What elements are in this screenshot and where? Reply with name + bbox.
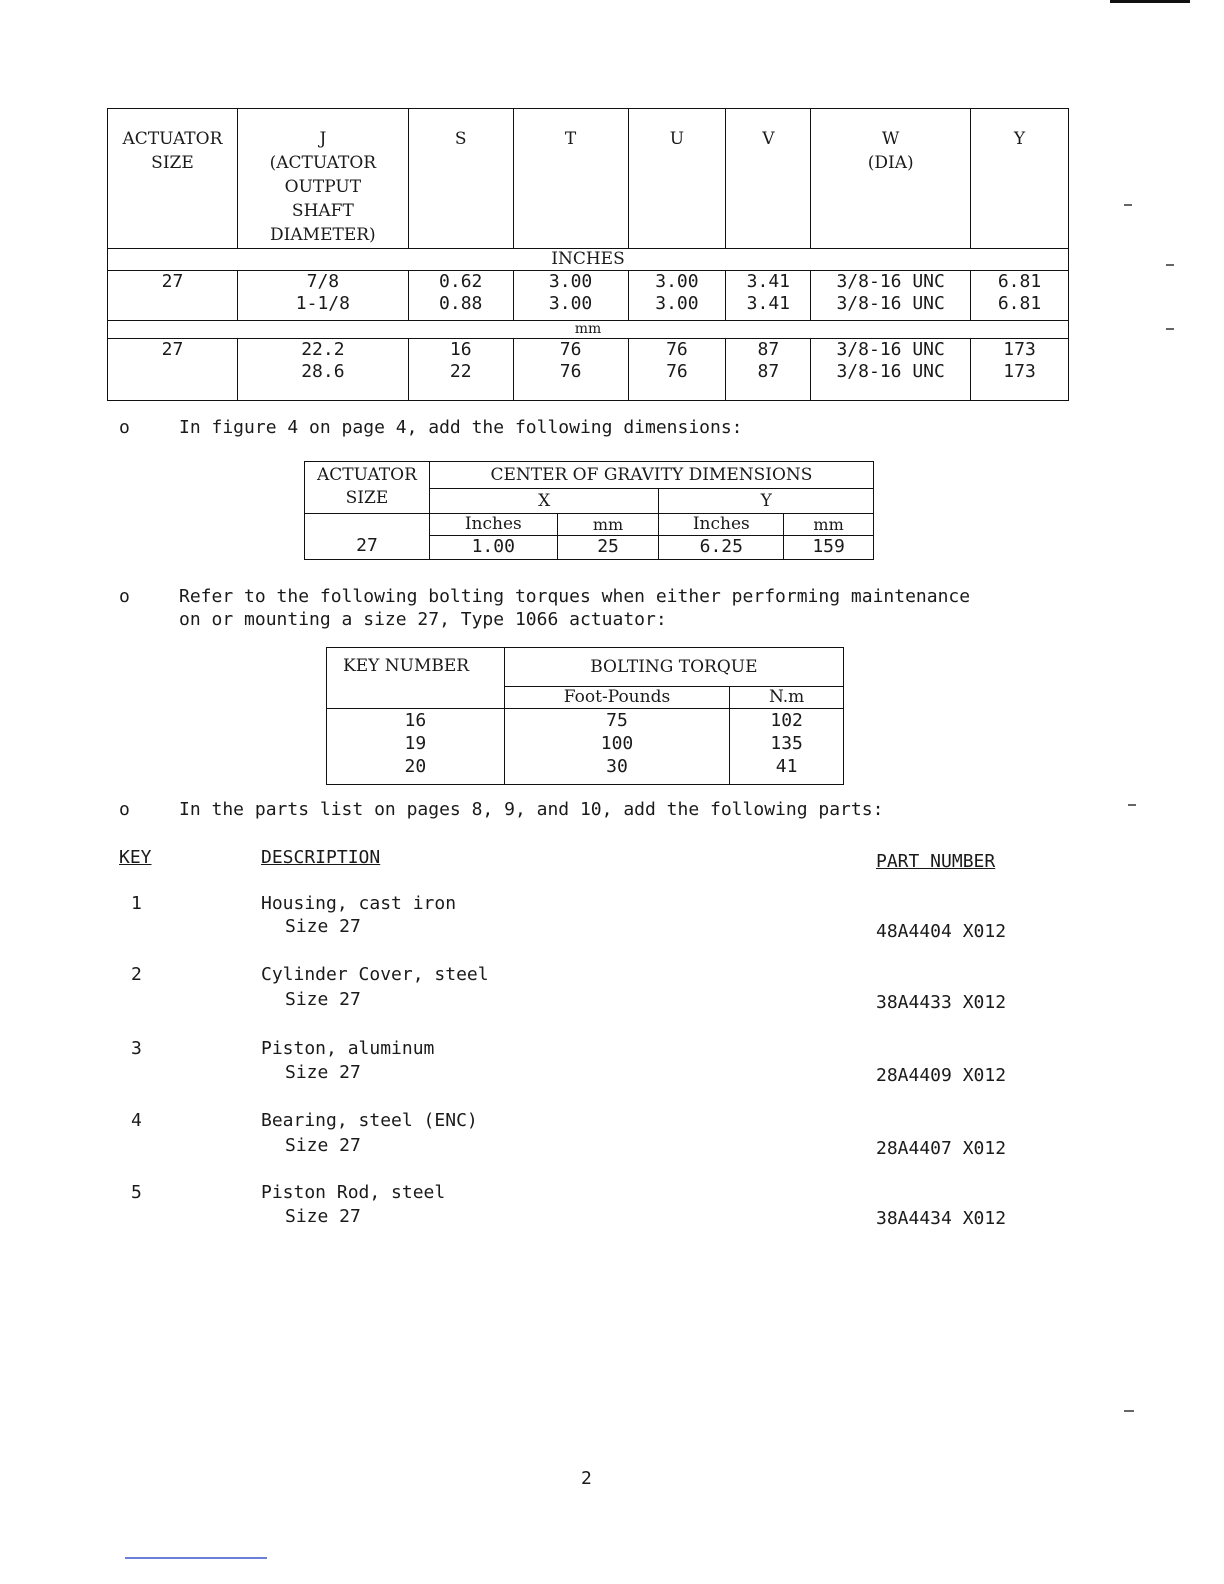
note1-text: In figure 4 on page 4, add the following dimensions:	[179, 417, 743, 438]
note2-bullet: o	[119, 586, 130, 607]
note2-line2: on or mounting a size 27, Type 1066 actuator:	[179, 609, 667, 630]
cog-unit-y-mm: mm	[784, 514, 874, 536]
cog-x-label: X	[429, 489, 659, 514]
torque-key-header: KEY NUMBER	[327, 648, 505, 709]
header-actuator-size: ACTUATOR SIZE	[108, 109, 238, 249]
torque-ft-16: 75	[606, 710, 628, 731]
cog-unit-y-inches: Inches	[659, 514, 784, 536]
note2-line1: Refer to the following bolting torques when either performing maintenance	[179, 586, 971, 607]
bolting-torque-table	[326, 647, 844, 785]
footer-link-rule	[125, 1557, 267, 1559]
note1-bullet: o	[119, 417, 130, 438]
header-v: V	[726, 109, 811, 249]
torque-ft-values	[504, 709, 729, 785]
cog-x-mm: 25	[557, 536, 659, 560]
part-key: 1	[131, 893, 142, 914]
part-size: Size 27	[285, 916, 361, 937]
part-size: Size 27	[285, 1062, 361, 1083]
inches-size: 27	[108, 271, 238, 321]
margin-mark	[1124, 204, 1132, 206]
cog-y-mm: 159	[784, 536, 874, 560]
header-t: T	[513, 109, 628, 249]
part-key: 2	[131, 964, 142, 985]
mm-u: 76 76	[628, 339, 726, 401]
parts-part-number-header: PART NUMBER	[876, 851, 996, 872]
mm-v: 87 87	[726, 339, 811, 401]
inches-label: INCHES	[108, 249, 1069, 271]
part-key: 3	[131, 1038, 142, 1059]
torque-nm-20: 41	[775, 756, 798, 777]
cog-title: CENTER OF GRAVITY DIMENSIONS	[429, 462, 873, 489]
torque-ft-20: 30	[606, 756, 628, 777]
center-of-gravity-table	[304, 461, 874, 560]
part-number: 28A4407 X012	[876, 1138, 1007, 1159]
part-number: 38A4434 X012	[876, 1208, 1007, 1229]
part-description: Piston Rod, steel	[261, 1182, 446, 1203]
part-description: Cylinder Cover, steel	[261, 964, 489, 985]
mm-label-row	[108, 321, 1069, 339]
mm-data-row	[108, 339, 1069, 401]
part-description: Piston, aluminum	[261, 1038, 435, 1059]
mm-size: 27	[108, 339, 238, 401]
cog-unit-x-inches: Inches	[429, 514, 557, 536]
part-size: Size 27	[285, 989, 361, 1010]
margin-mark	[1128, 804, 1136, 806]
inches-data-row	[108, 271, 1069, 321]
cog-x-inches: 1.00	[429, 536, 557, 560]
inches-label-row	[108, 249, 1069, 271]
note3-text: In the parts list on pages 8, 9, and 10, add the following parts:	[179, 799, 884, 820]
part-number: 28A4409 X012	[876, 1065, 1007, 1086]
cog-size-value: 27	[305, 514, 430, 560]
part-number: 48A4404 X012	[876, 921, 1007, 942]
mm-y: 173 173	[971, 339, 1069, 401]
parts-key-header: KEY	[119, 847, 152, 868]
cog-y-label: Y	[659, 489, 874, 514]
header-y: Y	[971, 109, 1069, 249]
part-size: Size 27	[285, 1135, 361, 1156]
header-u: U	[628, 109, 726, 249]
dimensions-table	[107, 108, 1069, 401]
part-key: 5	[131, 1182, 142, 1203]
header-s: S	[408, 109, 513, 249]
inches-y: 6.81 6.81	[971, 271, 1069, 321]
header-j: J (ACTUATOR OUTPUT SHAFT DIAMETER)	[237, 109, 408, 249]
torque-key-20: 20	[404, 756, 427, 777]
mm-s: 16 22	[408, 339, 513, 401]
inches-v: 3.41 3.41	[726, 271, 811, 321]
margin-mark	[1124, 1410, 1134, 1412]
header-w: W (DIA)	[811, 109, 971, 249]
part-key: 4	[131, 1110, 142, 1131]
part-description: Housing, cast iron	[261, 893, 457, 914]
torque-nm-values	[730, 709, 844, 785]
torque-unit-nm: N.m	[730, 687, 844, 709]
torque-ft-19: 100	[600, 733, 634, 754]
parts-description-header: DESCRIPTION	[261, 847, 381, 868]
torque-nm-16: 102	[770, 710, 803, 731]
inches-w: 3/8-16 UNC 3/8-16 UNC	[811, 271, 971, 321]
mm-j: 22.2 28.6	[237, 339, 408, 401]
torque-title: BOLTING TORQUE	[504, 648, 843, 687]
part-number: 38A4433 X012	[876, 992, 1007, 1013]
part-size: Size 27	[285, 1206, 361, 1227]
page-number: 2	[581, 1468, 592, 1489]
margin-mark	[1166, 328, 1174, 330]
cog-unit-x-mm: mm	[557, 514, 659, 536]
margin-mark	[1166, 264, 1174, 266]
torque-key-16: 16	[404, 710, 427, 731]
note3-bullet: o	[119, 799, 130, 820]
inches-u: 3.00 3.00	[628, 271, 726, 321]
mm-label: mm	[108, 321, 1069, 339]
top-edge-rule	[1110, 0, 1190, 3]
torque-key-19: 19	[404, 733, 427, 754]
torque-unit-ft-lb: Foot-Pounds	[504, 687, 729, 709]
mm-t: 76 76	[513, 339, 628, 401]
inches-j: 7/8 1-1/8	[237, 271, 408, 321]
part-description: Bearing, steel (ENC)	[261, 1110, 478, 1131]
torque-keys	[327, 709, 505, 785]
cog-y-inches: 6.25	[659, 536, 784, 560]
mm-w: 3/8-16 UNC 3/8-16 UNC	[811, 339, 971, 401]
cog-size-header: ACTUATOR SIZE	[305, 462, 430, 514]
dim-header-row	[108, 109, 1069, 249]
inches-s: 0.62 0.88	[408, 271, 513, 321]
torque-nm-19: 135	[770, 733, 803, 754]
inches-t: 3.00 3.00	[513, 271, 628, 321]
